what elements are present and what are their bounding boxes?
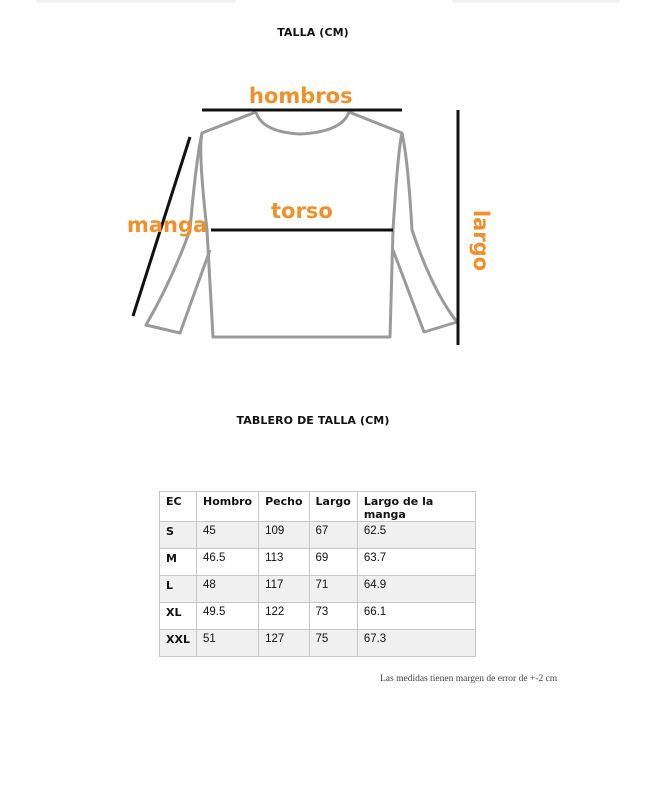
cell-size: L bbox=[160, 576, 197, 603]
label-largo: largo bbox=[469, 209, 494, 272]
cell-pecho: 109 bbox=[259, 522, 309, 549]
cell-pecho: 127 bbox=[259, 630, 309, 657]
cell-manga: 62.5 bbox=[357, 522, 475, 549]
table-header-row bbox=[160, 492, 476, 522]
size-table bbox=[159, 491, 476, 657]
cell-hombro: 49.5 bbox=[196, 603, 258, 630]
label-hombros: hombros bbox=[249, 84, 353, 108]
cell-largo: 69 bbox=[309, 549, 357, 576]
error-margin-note: Las medidas tienen margen de error de +-2 cm bbox=[380, 674, 558, 684]
cell-size: XL bbox=[160, 603, 197, 630]
label-manga: manga bbox=[127, 213, 208, 237]
diagram-title: TALLA (CM) bbox=[277, 26, 349, 39]
cell-pecho: 113 bbox=[259, 549, 309, 576]
cell-hombro: 45 bbox=[196, 522, 258, 549]
cell-size: M bbox=[160, 549, 197, 576]
cell-largo: 73 bbox=[309, 603, 357, 630]
table-row bbox=[160, 549, 476, 576]
cell-manga: 63.7 bbox=[357, 549, 475, 576]
cell-size: S bbox=[160, 522, 197, 549]
cell-hombro: 46.5 bbox=[196, 549, 258, 576]
table-title: TABLERO DE TALLA (CM) bbox=[236, 414, 390, 427]
table-row bbox=[160, 522, 476, 549]
cell-largo: 75 bbox=[309, 630, 357, 657]
garment-diagram bbox=[0, 0, 648, 400]
table-row bbox=[160, 630, 476, 657]
header-largo-manga: Largo de la manga bbox=[357, 492, 475, 522]
cell-manga: 66.1 bbox=[357, 603, 475, 630]
header-hombro: Hombro bbox=[196, 492, 258, 522]
cell-manga: 67.3 bbox=[357, 630, 475, 657]
header-ec: EC bbox=[160, 492, 197, 522]
table-row bbox=[160, 603, 476, 630]
cell-pecho: 122 bbox=[259, 603, 309, 630]
header-pecho: Pecho bbox=[259, 492, 309, 522]
table-row bbox=[160, 576, 476, 603]
cell-manga: 64.9 bbox=[357, 576, 475, 603]
cell-largo: 67 bbox=[309, 522, 357, 549]
cell-largo: 71 bbox=[309, 576, 357, 603]
cell-pecho: 117 bbox=[259, 576, 309, 603]
cell-hombro: 51 bbox=[196, 630, 258, 657]
cell-hombro: 48 bbox=[196, 576, 258, 603]
header-largo: Largo bbox=[309, 492, 357, 522]
label-torso: torso bbox=[271, 199, 333, 223]
cell-size: XXL bbox=[160, 630, 197, 657]
